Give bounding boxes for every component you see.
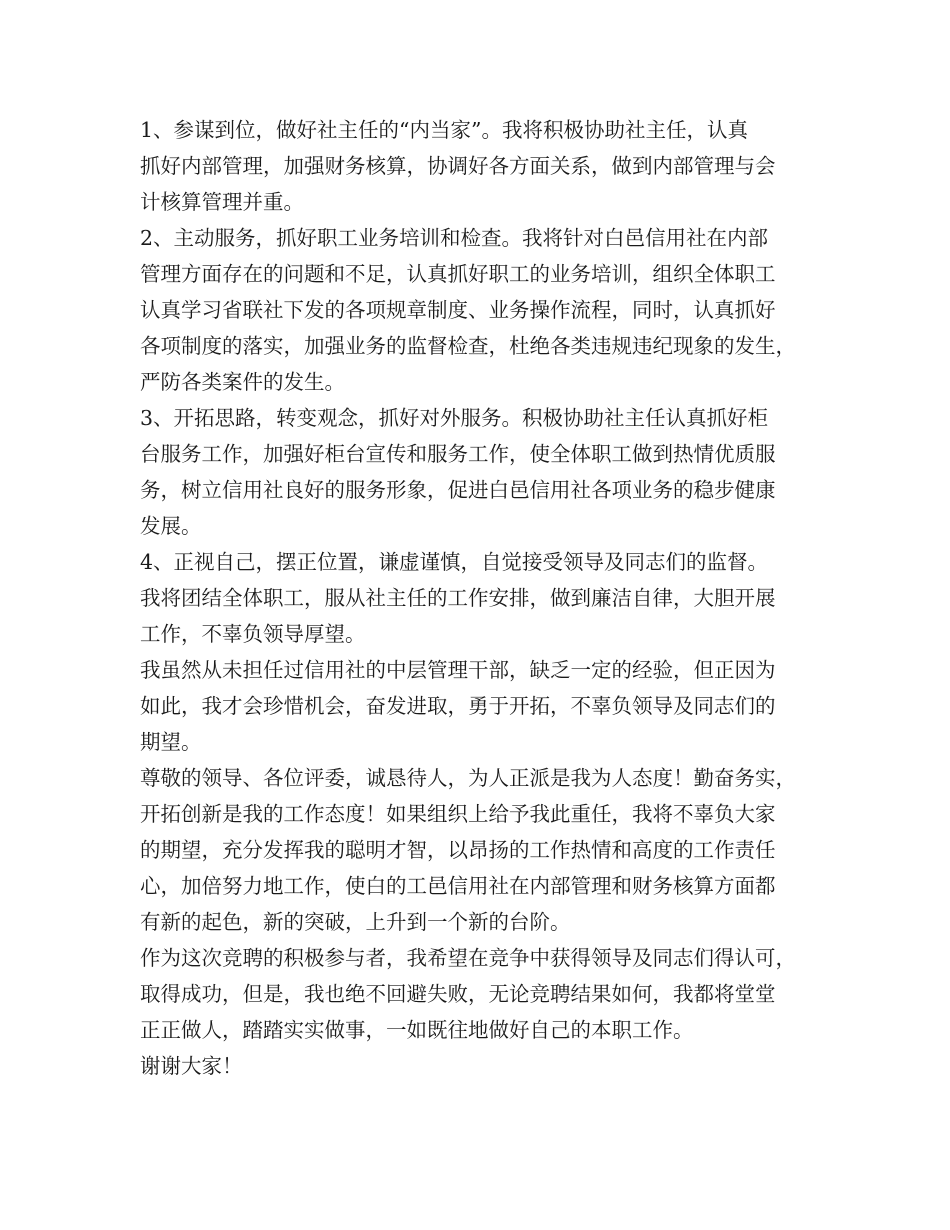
text-line: 谢谢大家！ [140, 1054, 243, 1078]
text-line: 台服务工作，加强好柜台宣传和服务工作，使全体职工做到热情优质服 [140, 442, 776, 466]
paragraph-item-3 [140, 400, 830, 544]
text-line: 严防各类案件的发生。 [140, 370, 345, 394]
paragraph-item-4 [140, 544, 830, 652]
text-line: 计核算管理并重。 [140, 190, 304, 214]
text-line: 管理方面存在的问题和不足，认真抓好职工的业务培训，组织全体职工 [140, 262, 776, 286]
paragraph-participation [140, 940, 830, 1048]
document-body [140, 112, 830, 1084]
text-line: 工作，不辜负领导厚望。 [140, 622, 366, 646]
text-line: 的期望，充分发挥我的聪明才智，以昂扬的工作热情和高度的工作责任 [140, 838, 776, 862]
paragraph-attitude [140, 760, 830, 940]
text-line: 我将团结全体职工，服从社主任的工作安排，做到廉洁自律，大胆开展 [140, 586, 776, 610]
paragraph-item-1 [140, 112, 830, 220]
text-line: 抓好内部管理，加强财务核算，协调好各方面关系，做到内部管理与会 [140, 154, 776, 178]
text-line: 3、开拓思路，转变观念，抓好对外服务。积极协助社主任认真抓好柜 [140, 406, 769, 430]
text-line: 各项制度的落实，加强业务的监督检查，杜绝各类违规违纪现象的发生， [140, 334, 796, 358]
paragraph-closing [140, 1048, 830, 1084]
text-line: 心，加倍努力地工作，使白的工邑信用社在内部管理和财务核算方面都 [140, 874, 776, 898]
text-line: 发展。 [140, 514, 202, 538]
text-line: 我虽然从未担任过信用社的中层管理干部，缺乏一定的经验，但正因为 [140, 658, 776, 682]
text-line: 1、参谋到位，做好社主任的“内当家”。我将积极协助社主任，认真 [140, 118, 749, 142]
paragraph-item-2 [140, 220, 830, 400]
text-line: 2、主动服务，抓好职工业务培训和检查。我将针对白邑信用社在内部 [140, 226, 769, 250]
text-line: 开拓创新是我的工作态度！如果组织上给予我此重任，我将不辜负大家 [140, 802, 776, 826]
text-line: 取得成功，但是，我也绝不回避失败，无论竞聘结果如何，我都将堂堂 [140, 982, 776, 1006]
text-line: 尊敬的领导、各位评委，诚恳待人，为人正派是我为人态度！勤奋务实， [140, 766, 796, 790]
text-line: 作为这次竞聘的积极参与者，我希望在竞争中获得领导及同志们得认可， [140, 946, 796, 970]
text-line: 认真学习省联社下发的各项规章制度、业务操作流程，同时，认真抓好 [140, 298, 776, 322]
text-line: 期望。 [140, 730, 202, 754]
text-line: 有新的起色，新的突破，上升到一个新的台阶。 [140, 910, 571, 934]
text-line: 如此，我才会珍惜机会，奋发进取，勇于开拓，不辜负领导及同志们的 [140, 694, 776, 718]
paragraph-experience [140, 652, 830, 760]
text-line: 4、正视自己，摆正位置，谦虚谨慎，自觉接受领导及同志们的监督。 [140, 550, 769, 574]
text-line: 正正做人，踏踏实实做事，一如既往地做好自己的本职工作。 [140, 1018, 694, 1042]
text-line: 务，树立信用社良好的服务形象，促进白邑信用社各项业务的稳步健康 [140, 478, 776, 502]
